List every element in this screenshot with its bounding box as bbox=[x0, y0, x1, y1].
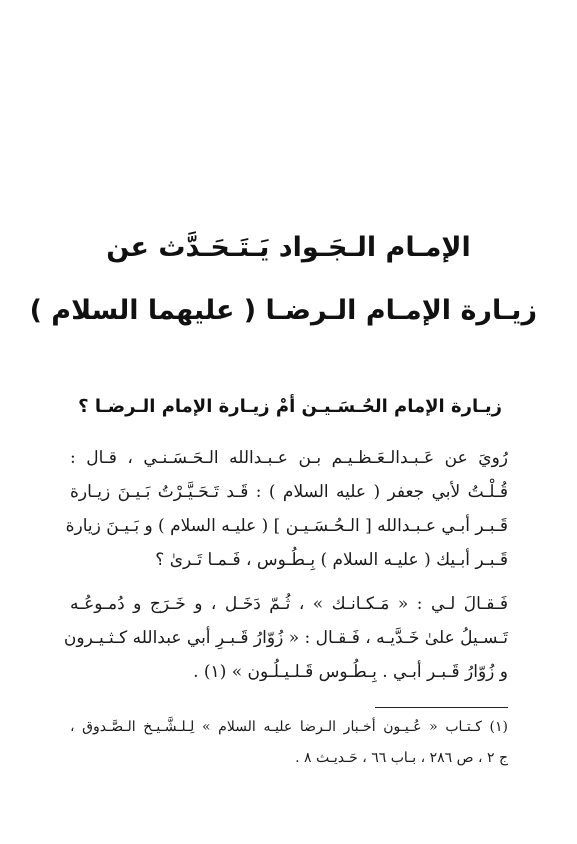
body-line-2: قُـلْـتُ لأبي جعفر ( عليه السلام ) : قَـد تَـحَـيَّـرْتُ بَـيـنَ زيـارة bbox=[70, 482, 508, 502]
section-heading: زيـارة الإمام الحُـسَـيـن أمْ زيـارة الإمام الـرضـا ؟ bbox=[78, 396, 502, 417]
body-line-1: رُويَ عن عَـبـدالـعَـظـيـم بـن عـبـدالله الـحَـسَـنـي ، قـال : bbox=[70, 448, 508, 468]
footnote-line-2: ج ٢ ، ص ٢٨٦ ، بـاب ٦٦ ، حَـديـث ٨ . bbox=[295, 750, 508, 766]
body-line-6: تَـسـيلُ علىٰ خَـدَّيـه ، فَـقـال : « زُوّارُ قَـبـرِ أبي عبدالله كـثـيـرون bbox=[63, 628, 508, 648]
footnote-line-1: (١) كـتـاب « عُـيـون أخـبار الـرضا عليـه السلام » لِـلـشَّـيـخ الـصَّـدوق ، bbox=[70, 719, 508, 735]
body-line-7: و زُوّارُ قَـبـر أبـي . بِـطُـوس قَـلـيـلُـون » (١) . bbox=[193, 662, 508, 682]
chapter-title-line-1: الإمـام الـجَـواد يَـتَـحَـدَّث عن bbox=[106, 232, 471, 263]
body-line-5: فَـقـالَ لـي : « مَـكـانـك » ، ثُـمّ دَخَـل ، و خَـرَج و دُمـوعُـه bbox=[70, 594, 508, 614]
body-line-3: قَـبـر أبـي عـبـدالله [ الـحُـسَـيـن ] ( عليـه السلام ) و بَـيـنَ زيارة bbox=[65, 516, 508, 536]
body-line-4: قَـبـر أبـيك ( عليـه السلام ) بِـطُـوس ، فَـمـا تَـرىٰ ؟ bbox=[155, 550, 508, 570]
footnote-divider bbox=[375, 707, 508, 708]
chapter-title-line-2: زيـارة الإمـام الـرضـا ( عليهما السلام ) bbox=[29, 295, 537, 326]
